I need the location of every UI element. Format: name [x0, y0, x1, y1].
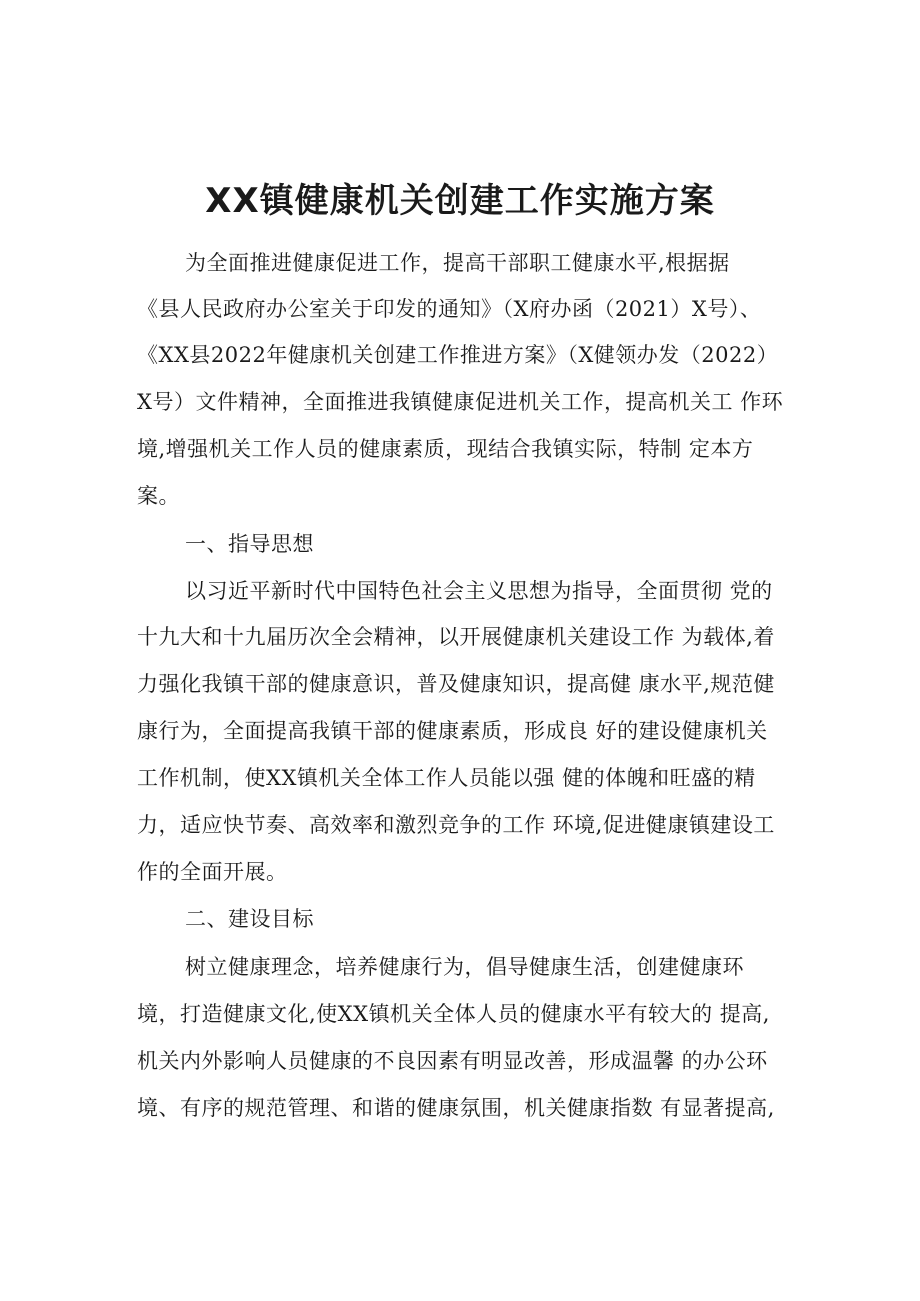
paragraph-line: 境、有序的规范管理、和谐的健康氛围，机关健康指数 有显著提高, — [137, 1096, 775, 1120]
paragraph-line: 《XX县2022年健康机关创建工作推进方案》（X健领办发（2022） — [137, 343, 779, 367]
paragraph-line: 力强化我镇干部的健康意识，普及健康知识，提高健 康水平,规范健 — [137, 672, 775, 696]
section-heading: 一、指导思想 — [185, 532, 314, 556]
paragraph-line: 机关内外影响人员健康的不良因素有明显改善，形成温馨 的办公环 — [137, 1049, 768, 1073]
paragraph-line: 境，打造健康文化,使XX镇机关全体人员的健康水平有较大的 提高, — [137, 1002, 770, 1026]
paragraph-line: 《县人民政府办公室关于印发的通知》（X府办函（2021）X号）、 — [137, 297, 762, 321]
paragraph-line: 康行为，全面提高我镇干部的健康素质，形成良 好的建设健康机关 — [137, 719, 768, 743]
paragraph-line: 案。 — [137, 484, 180, 508]
paragraph-line: 十九大和十九届历次全会精神，以开展健康机关建设工作 为载体,着 — [137, 625, 775, 649]
paragraph-line: 为全面推进健康促进工作，提高干部职工健康水平,根据据 — [185, 251, 730, 275]
paragraph-line: 境,增强机关工作人员的健康素质，现结合我镇实际，特制 定本方 — [137, 437, 754, 461]
paragraph-line: 以习近平新时代中国特色社会主义思想为指导，全面贯彻 党的 — [185, 579, 773, 603]
paragraph-line: X号）文件精神，全面推进我镇健康促进机关工作，提高机关工 作环 — [137, 390, 784, 414]
paragraph-line: 树立健康理念，培养健康行为，倡导健康生活，创建健康环 — [185, 955, 744, 979]
document-title: XX镇健康机关创建工作实施方案 — [205, 181, 715, 221]
section-heading: 二、建设目标 — [185, 907, 314, 931]
paragraph-line: 力，适应快节奏、高效率和激烈竞争的工作 环境,促进健康镇建设工 — [137, 813, 775, 837]
paragraph-line: 工作机制，使XX镇机关全体工作人员能以强 健的体魄和旺盛的精 — [137, 766, 756, 790]
paragraph-line: 作的全面开展。 — [137, 860, 288, 884]
